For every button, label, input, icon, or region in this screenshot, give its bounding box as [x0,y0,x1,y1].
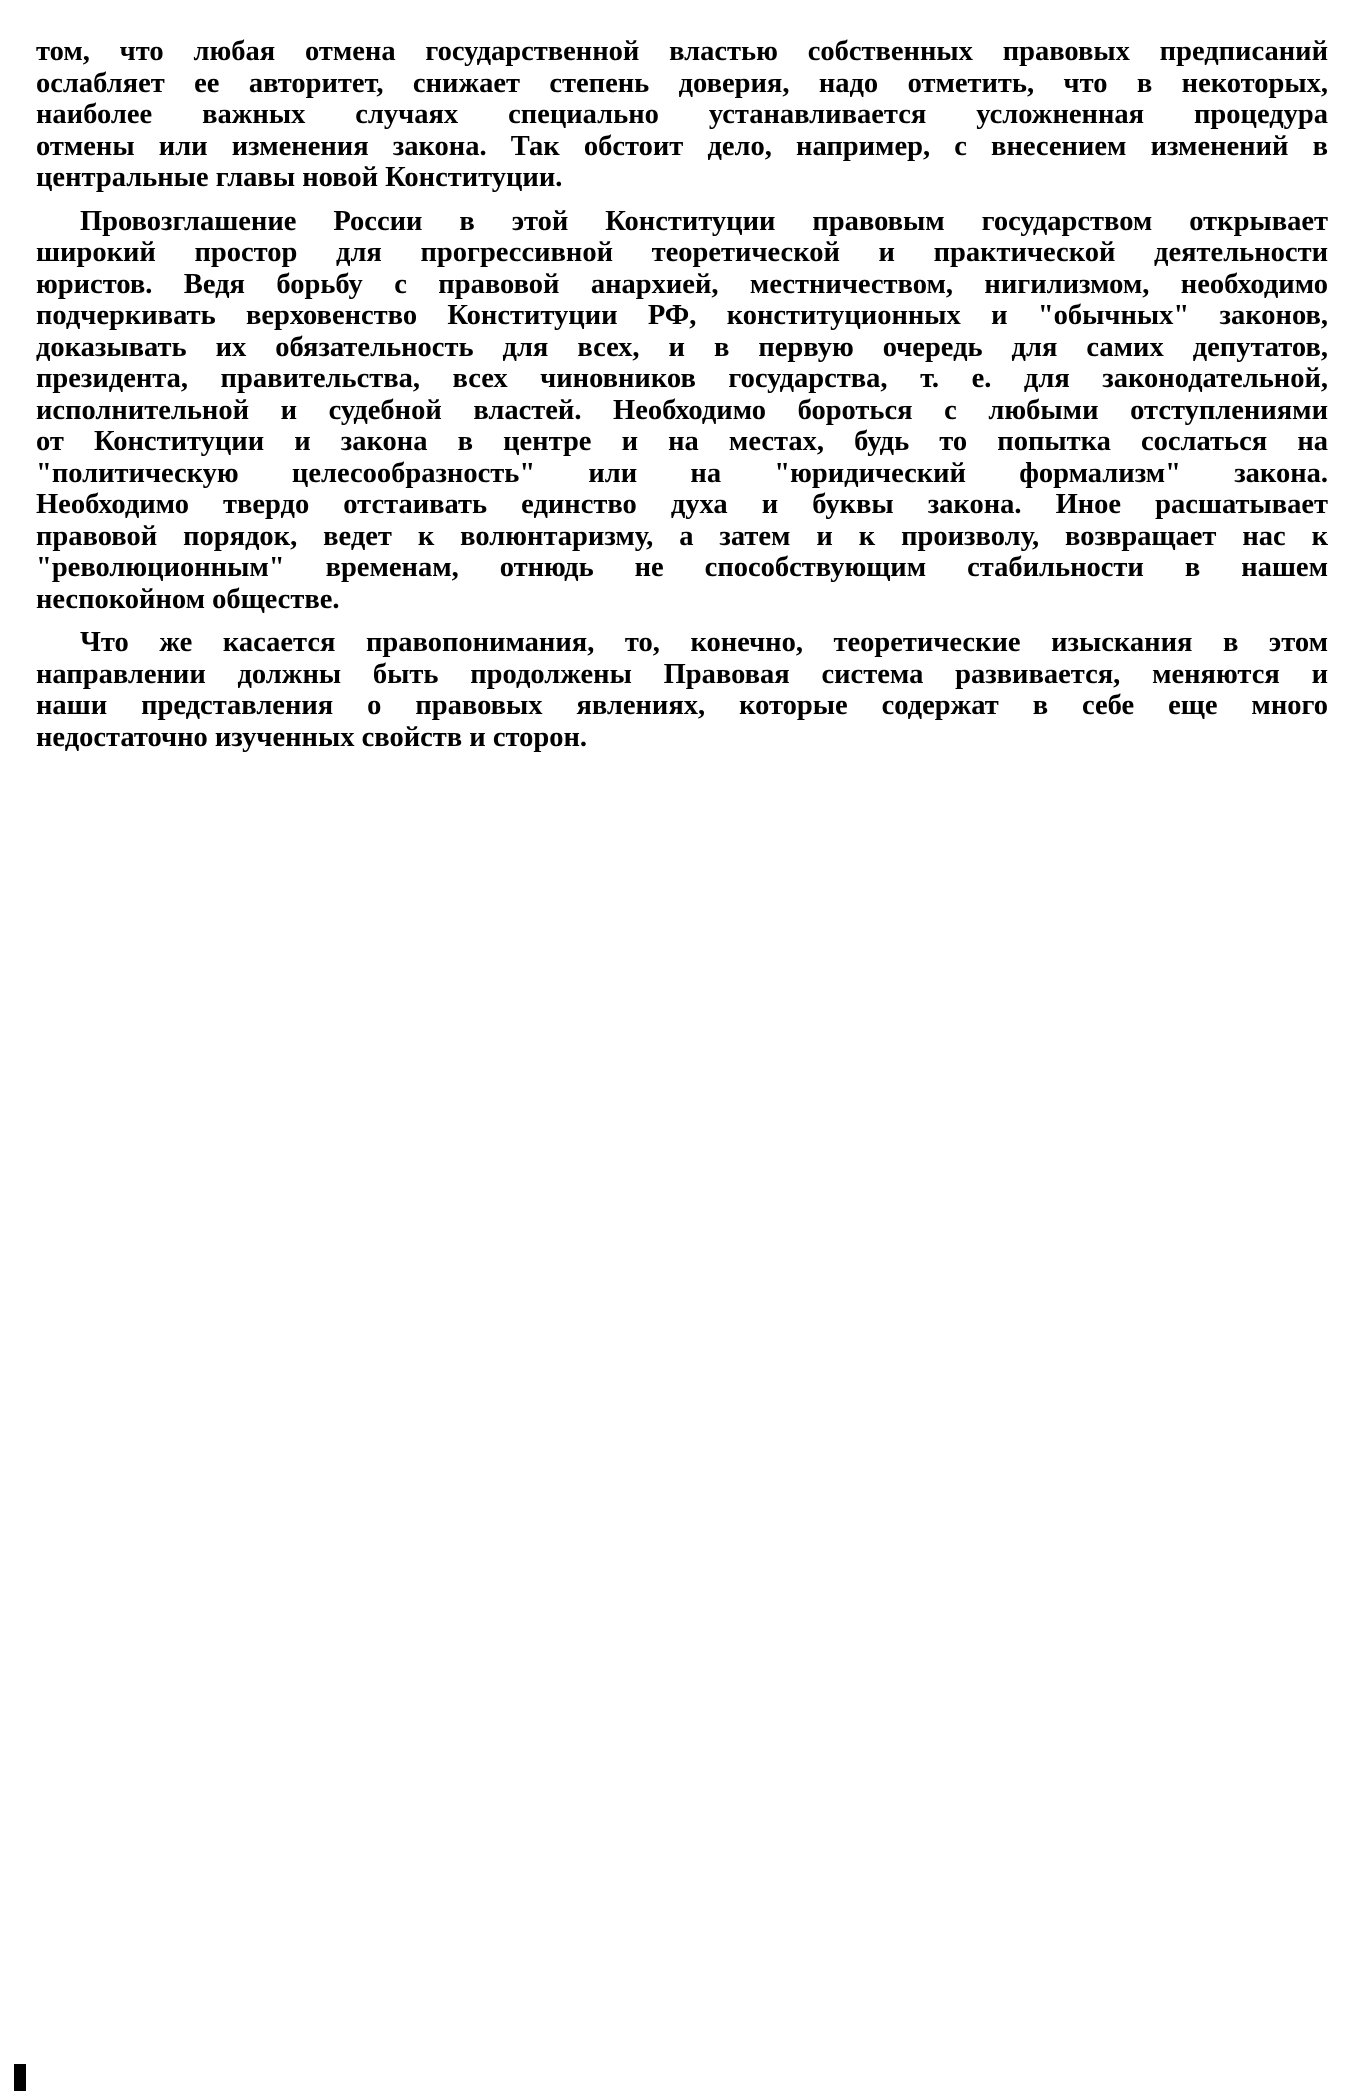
text-line: Что же касается правопонимания, то, конечно, теоретические изыскания в этом [80,627,1328,658]
text-line: наши представления о правовых явлениях, которые содержат в себе еще много [36,690,1328,721]
text-line: подчеркивать верховенство Конституции РФ, конституционных и "обычных" законов, [36,300,1328,331]
text-line: юристов. Ведя борьбу с правовой анархией, местничеством, нигилизмом, необходимо [36,268,1328,300]
text-line: ослабляет ее авторитет, снижает степень доверия, надо отметить, что в некоторых, [36,67,1328,99]
text-line: исполнительной и судебной властей. Необходимо бороться с любыми отступлениями [36,394,1328,426]
text-line: направлении должны быть продолжены Правовая система развивается, меняются и [36,658,1328,690]
text-line: том, что любая отмена государственной властью собственных правовых предписаний [36,36,1328,67]
text-line: широкий простор для прогрессивной теоретической и практической деятельности [36,237,1328,268]
paragraph-1 [36,36,1328,194]
text-line: недостаточно изученных свойств и сторон. [36,721,587,753]
text-line: отмены или изменения закона. Так обстоит дело, например, с внесением изменений в [36,130,1328,162]
text-line: правовой порядок, ведет к волюнтаризму, а затем и к произволу, возвращает нас к [36,520,1328,552]
text-line: Провозглашение России в этой Конституции правовым государством открывает [80,205,1328,237]
text-line: неспокойном обществе. [36,583,340,615]
text-line: "революционным" временам, отнюдь не способствующим стабильности в нашем [36,552,1328,583]
paragraph-2 [36,206,1328,616]
text-line: "политическую целесообразность" или на "юридический формализм" закона. [36,457,1328,489]
document-page [36,36,1328,765]
text-line: президента, правительства, всех чиновников государства, т. е. для законодательной, [36,363,1328,394]
text-line: доказывать их обязательность для всех, и в первую очередь для самих депутатов, [36,331,1328,363]
text-line: наиболее важных случаях специально устанавливается усложненная процедура [36,99,1328,130]
paragraph-3 [36,627,1328,753]
scan-margin-mark [14,2064,26,2091]
text-line: от Конституции и закона в центре и на местах, будь то попытка сослаться на [36,426,1328,457]
text-line: Необходимо твердо отстаивать единство духа и буквы закона. Иное расшатывает [36,489,1328,520]
text-line: центральные главы новой Конституции. [36,162,563,193]
